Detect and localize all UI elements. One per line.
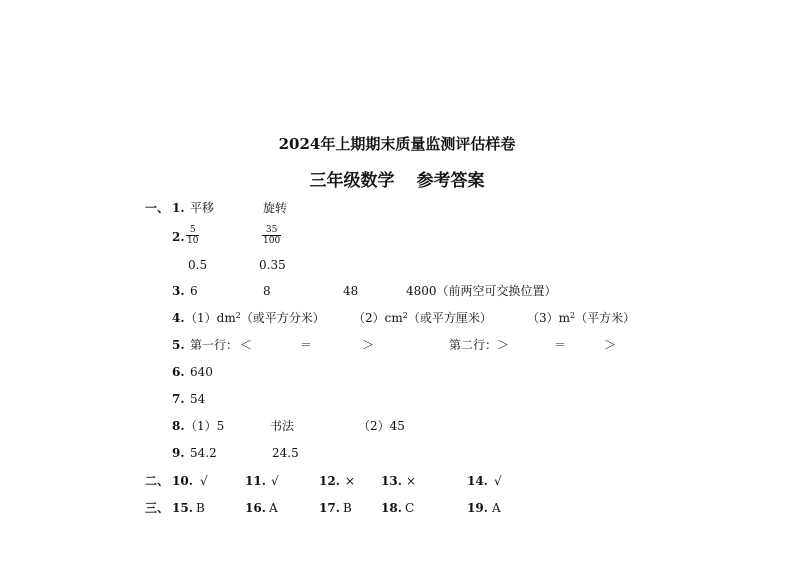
q18-number: 18. (381, 501, 402, 515)
q3-number: 3. (172, 284, 185, 298)
q16-answer: A (269, 501, 278, 515)
q2-fraction-1 (186, 225, 199, 246)
q8-answer-a: （1）5 (185, 419, 225, 433)
q2-decimal-1: 0.5 (188, 258, 208, 272)
q1-number: 1. (172, 201, 185, 215)
q11-number: 11. (245, 474, 266, 488)
q2-number: 2. (172, 230, 185, 244)
q11-answer: √ (271, 474, 279, 488)
q2-fraction-2 (262, 225, 281, 246)
q5-row2-b: ＝ (554, 338, 567, 352)
q8-answer-c: （2）45 (358, 419, 405, 433)
q2-fraction-1-denominator: 10 (187, 236, 199, 246)
q5-number: 5. (172, 338, 185, 352)
q3-answer-b: 8 (263, 284, 271, 298)
q17-answer: B (343, 501, 352, 515)
q13-number: 13. (381, 474, 402, 488)
q3-answer-d: 4800（前两空可交换位置） (406, 284, 557, 298)
q9-answer-b: 24.5 (272, 446, 299, 460)
page-subtitle (0, 171, 794, 191)
q10-answer: √ (200, 474, 208, 488)
q18-answer: C (405, 501, 415, 515)
q2-fraction-2-denominator: 100 (263, 236, 281, 246)
q5-row2-c: ＞ (604, 338, 617, 352)
q4-part1: $(1)dm^2$（或平方分米） (185, 311, 325, 325)
q5-row1-label: 第一行： (190, 338, 239, 352)
q5-row2-label: 第二行： (449, 338, 498, 352)
q7-number: 7. (172, 392, 185, 406)
q15-answer: B (196, 501, 205, 515)
section3-marker: 三、 (145, 501, 170, 515)
q12-number: 12. (319, 474, 340, 488)
q2-decimal-2: 0.35 (259, 258, 286, 272)
q6-answer: 640 (190, 365, 213, 379)
q4-part2: $(2)cm^2$（或平方厘米） (353, 311, 492, 325)
q9-number: 9. (172, 446, 185, 460)
q17-number: 17. (319, 501, 340, 515)
q8-number: 8. (172, 419, 185, 433)
q4-part3: $(3)m^2$（平方米） (527, 311, 636, 325)
q13-answer: × (406, 474, 417, 488)
q19-number: 19. (467, 501, 488, 515)
q2-fraction-2-numerator: 35 (265, 225, 278, 235)
q3-answer-c: 48 (343, 284, 359, 298)
q7-answer: 54 (190, 392, 206, 406)
q8-answer-b: 书法 (270, 419, 295, 433)
page-title: 2024年上期期末质量监测评估样卷 (278, 135, 516, 153)
section1-marker: 一、 (145, 201, 170, 215)
q9-answer-a: 54.2 (190, 446, 217, 460)
q5-row1-c: ＞ (362, 338, 375, 352)
q16-number: 16. (245, 501, 266, 515)
q1-answer-a: 平移 (190, 201, 215, 215)
q12-answer: × (345, 474, 356, 488)
q15-number: 15. (172, 501, 193, 515)
q10-number: 10. (172, 474, 193, 488)
q14-answer: √ (494, 474, 502, 488)
subtitle-answers: 参考答案 (416, 171, 485, 191)
q4-number: 4. (172, 311, 185, 325)
q1-answer-b: 旋转 (263, 201, 288, 215)
q5-row1-b: ＝ (300, 338, 313, 352)
q3-answer-a: 6 (190, 284, 198, 298)
q2-fraction-1-numerator: 5 (189, 225, 196, 235)
subtitle-grade: 三年级数学 (309, 171, 395, 191)
q6-number: 6. (172, 365, 185, 379)
q5-row1-a: ＜ (240, 338, 253, 352)
q14-number: 14. (467, 474, 488, 488)
section2-marker: 二、 (145, 474, 170, 488)
q5-row2-a: ＞ (497, 338, 510, 352)
q19-answer: A (492, 501, 501, 515)
